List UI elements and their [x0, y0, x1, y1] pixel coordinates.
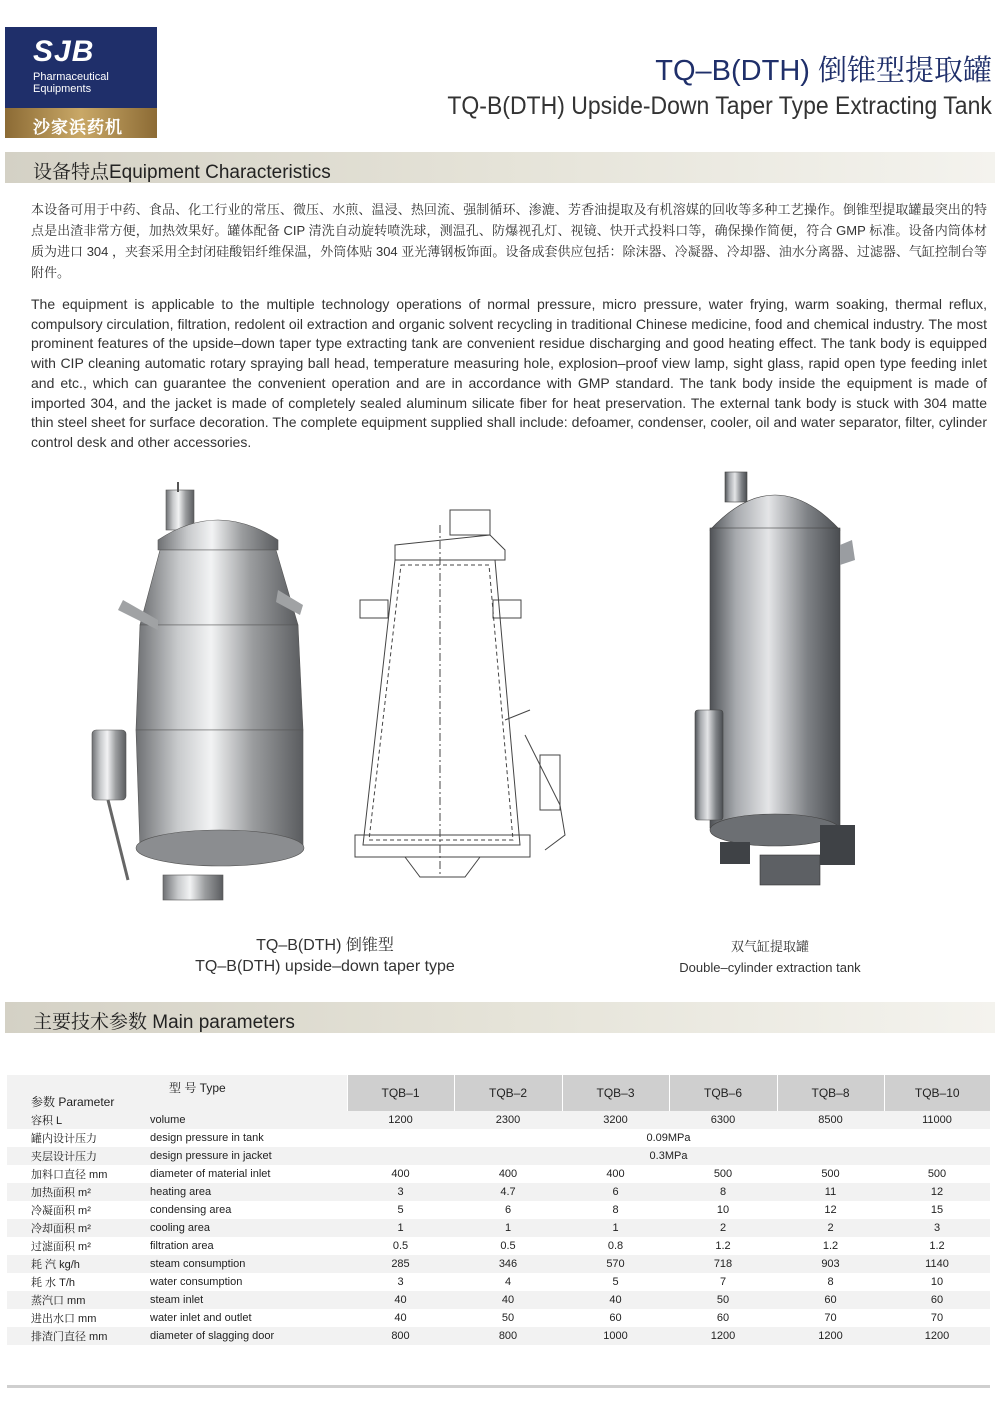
- caption-double-cylinder: [640, 936, 900, 978]
- row-label-en: steam inlet: [147, 1291, 347, 1309]
- row-value: 8500: [777, 1111, 884, 1129]
- row-value: 2300: [454, 1111, 562, 1129]
- row-value-merged: 0.09MPa: [646, 1132, 691, 1144]
- row-value: 60: [609, 1312, 622, 1324]
- row-value: 718: [669, 1255, 777, 1273]
- row-label-cn: 冷凝面积 m²: [31, 1205, 91, 1217]
- row-label-en: design pressure in tank: [150, 1132, 264, 1144]
- caption-taper-type: [150, 935, 500, 977]
- row-value: 6: [562, 1183, 669, 1201]
- row-value: 10: [930, 1276, 944, 1288]
- row-label-en: cooling area: [147, 1219, 347, 1237]
- row-value: 400: [391, 1168, 410, 1180]
- row-value: 3: [884, 1219, 990, 1237]
- row-value-merged: 0.3MPa: [347, 1147, 990, 1165]
- row-value: 1140: [884, 1255, 990, 1273]
- logo-sub1: Pharmaceutical: [33, 71, 109, 83]
- table-row: [7, 1273, 990, 1291]
- row-value: 11000: [884, 1111, 990, 1129]
- table-header-parameter: 参数 Parameter: [31, 1095, 115, 1109]
- row-label-en: diameter of slagging door: [147, 1327, 347, 1345]
- row-value: 40: [454, 1291, 562, 1309]
- row-value: 1.2: [715, 1240, 731, 1252]
- table-row: [7, 1327, 990, 1345]
- row-value: 5: [397, 1204, 404, 1216]
- row-value: 70: [824, 1312, 837, 1324]
- double-cylinder-tank-photo: [690, 470, 865, 910]
- row-value: 570: [562, 1255, 669, 1273]
- table-row: [7, 1201, 990, 1219]
- row-value: 1: [454, 1219, 562, 1237]
- row-value: 800: [454, 1327, 562, 1345]
- section-characteristics-title: 设备特点Equipment Characteristics: [33, 162, 331, 183]
- caption-taper-type-en: TQ–B(DTH) upside–down taper type: [195, 958, 455, 975]
- row-label-en: water inlet and outlet: [150, 1312, 252, 1324]
- row-label-en: volume: [147, 1111, 347, 1129]
- row-label-cn: 耗 汽 kg/h: [7, 1255, 147, 1273]
- row-value: 5: [612, 1276, 619, 1288]
- row-label-cn: 夹层设计压力: [7, 1147, 147, 1165]
- table-row: [7, 1309, 990, 1327]
- row-label-cn: 容积 L: [7, 1111, 147, 1129]
- row-value: 2: [669, 1219, 777, 1237]
- table-header-model: TQB–1: [347, 1075, 454, 1111]
- sjb-logo: [5, 27, 157, 138]
- row-value: 6: [504, 1204, 512, 1216]
- row-label-cn: 罐内设计压力: [31, 1133, 97, 1145]
- row-value: 4: [504, 1276, 512, 1288]
- table-row: [7, 1237, 990, 1255]
- row-value: 0.8: [607, 1240, 624, 1252]
- table-header-model: TQB–3: [562, 1075, 669, 1111]
- row-label-cn: 耗 水 T/h: [31, 1277, 76, 1289]
- caption-double-cylinder-cn: 双气缸提取罐: [730, 939, 809, 954]
- row-label-en: design pressure in jacket: [147, 1147, 347, 1165]
- row-value: 60: [884, 1291, 990, 1309]
- row-value: 12: [884, 1183, 990, 1201]
- row-value: 0.5: [392, 1240, 409, 1252]
- table-row: [7, 1183, 990, 1201]
- row-value: 0.5: [500, 1240, 516, 1252]
- page-title-en: TQ-B(DTH) Upside-Down Taper Type Extracting Tank: [447, 92, 992, 120]
- row-value: 11: [777, 1183, 884, 1201]
- row-value: 40: [562, 1291, 669, 1309]
- row-value: 1: [347, 1219, 454, 1237]
- row-label-en: heating area: [147, 1183, 347, 1201]
- row-value: 40: [394, 1312, 407, 1324]
- row-value: 60: [716, 1312, 730, 1324]
- row-value: 1000: [562, 1327, 669, 1345]
- table-header-label: [7, 1075, 347, 1111]
- description-en: The equipment is applicable to the multiple technology operations of normal pressure, micro pressure, water frying, warm soaking, thermal reflux, compulsory circulation, filtration, redolent oil extraction and organic solvent recycling in traditional Chinese medicine, food and chemical industry. The most prominent features of the upside–down taper type extracting tank are convenient residue discharging and good heating effect. The tank body is equipped with CIP cleaning automatic rotary spraying ball head, temperature measuring hole, explosion–proof view lamp, sight glass, rapid open type feeding inlet and etc., which can guarantee the convenient operation and are in accordance with GMP standard. The tank body inside the equipment is made of imported 304, and the jacket is made of completely sealed aluminum silicate fiber for heat preservation. The external tank body is stuck with 304 matte thin steel sheet for surface decoration. The complete equipment supplied shall include: defoamer, condenser, cooler, oil and water separator, filter, cylinder control desk and other accessories.: [31, 296, 987, 450]
- row-value: 4.7: [454, 1183, 562, 1201]
- row-value: 800: [347, 1327, 454, 1345]
- taper-tank-drawing: [345, 505, 575, 885]
- row-value: 8: [612, 1204, 619, 1216]
- row-value: 500: [821, 1168, 840, 1180]
- row-label-en: steam consumption: [147, 1255, 347, 1273]
- table-row: [7, 1147, 990, 1165]
- row-label-cn: 进出水口 mm: [31, 1313, 97, 1325]
- table-row: [7, 1255, 990, 1273]
- logo-sub2: Equipments: [33, 83, 92, 95]
- row-value: 10: [716, 1204, 730, 1216]
- row-value: 7: [719, 1276, 727, 1288]
- row-label-cn: 排渣门直径 mm: [7, 1327, 147, 1345]
- section-characteristics-bar: [5, 152, 995, 183]
- row-label-cn: 蒸汽口 mm: [7, 1291, 147, 1309]
- row-value: 500: [927, 1168, 947, 1180]
- row-value: 1200: [669, 1327, 777, 1345]
- section-parameters-bar: [5, 1002, 995, 1033]
- row-label-cn: 过滤面积 m²: [31, 1241, 91, 1253]
- table-header-model: TQB–2: [454, 1075, 562, 1111]
- row-value: 40: [347, 1291, 454, 1309]
- table-row: [7, 1111, 990, 1129]
- row-value: 903: [777, 1255, 884, 1273]
- row-label-en: diameter of material inlet: [150, 1168, 271, 1180]
- logo-brand: SJB: [33, 35, 95, 68]
- table-row: [7, 1129, 990, 1147]
- row-value: 1.2: [822, 1240, 839, 1252]
- row-value: 60: [777, 1291, 884, 1309]
- table-header-model: TQB–10: [884, 1075, 990, 1111]
- row-label-en: water consumption: [150, 1276, 243, 1288]
- row-value: 1.2: [929, 1240, 945, 1252]
- row-value: 500: [713, 1168, 733, 1180]
- row-value: 70: [930, 1312, 944, 1324]
- row-value: 3200: [562, 1111, 669, 1129]
- row-value: 15: [930, 1204, 944, 1216]
- row-value: 3: [397, 1276, 404, 1288]
- parameters-table: [7, 1075, 990, 1345]
- table-header-model: TQB–8: [777, 1075, 884, 1111]
- row-value: 285: [347, 1255, 454, 1273]
- page-title-cn: TQ–B(DTH) 倒锥型提取罐: [655, 55, 992, 87]
- row-value: 2: [777, 1219, 884, 1237]
- row-value: 400: [498, 1168, 518, 1180]
- table-header-type: 型 号 Type: [169, 1081, 226, 1095]
- caption-double-cylinder-en: Double–cylinder extraction tank: [679, 960, 861, 975]
- row-value: 50: [669, 1291, 777, 1309]
- table-row: [7, 1291, 990, 1309]
- row-value: 8: [827, 1276, 834, 1288]
- table-header-row: [7, 1075, 990, 1111]
- description-cn: 本设备可用于中药、食品、化工行业的常压、微压、水煎、温浸、热回流、强制循环、渗漉、芳香油提取及有机溶媒的回收等多种工艺操作。倒锥型提取罐最突出的特点是出渣非常方便，加热效果好。罐体配备 CIP 清洗自动旋转喷洗球，测温孔、防爆视孔灯、视镜、快开式投料口等，确保操作简便，符合 GMP 标准。设备内筒体材质为进口 304 ，夹套采用全封闭硅酸铝纤维保温，外筒体贴 304 亚光薄钢板饰面。设备成套供应包括：除沫器、冷凝器、冷却器、油水分离器、过滤器、气缸控制台等附件。: [31, 202, 987, 280]
- row-value: 1200: [347, 1111, 454, 1129]
- row-value: 50: [501, 1312, 515, 1324]
- row-value: 1: [562, 1219, 669, 1237]
- row-value: 12: [824, 1204, 837, 1216]
- logo-band: [5, 108, 157, 138]
- row-value: 400: [606, 1168, 625, 1180]
- row-label-en: condensing area: [150, 1204, 232, 1216]
- row-label-cn: 冷却面积 m²: [7, 1219, 147, 1237]
- caption-taper-type-cn: TQ–B(DTH) 倒锥型: [256, 937, 394, 954]
- row-value: 8: [669, 1183, 777, 1201]
- row-value: 1200: [777, 1327, 884, 1345]
- section-parameters-title: 主要技术参数 Main parameters: [33, 1012, 295, 1033]
- table-body: [7, 1111, 990, 1345]
- table-row: [7, 1165, 990, 1183]
- table-footer-rule: [7, 1385, 990, 1388]
- table-row: [7, 1219, 990, 1237]
- row-label-cn: 加热面积 m²: [7, 1183, 147, 1201]
- row-label-en: filtration area: [150, 1240, 214, 1252]
- logo-cn: 沙家浜药机: [33, 118, 123, 137]
- row-value: 6300: [669, 1111, 777, 1129]
- row-label-cn: 加料口直径 mm: [31, 1169, 108, 1181]
- taper-tank-photo: [88, 480, 313, 910]
- row-value: 1200: [884, 1327, 990, 1345]
- row-value: 346: [454, 1255, 562, 1273]
- row-value: 3: [347, 1183, 454, 1201]
- table-header-model: TQB–6: [669, 1075, 777, 1111]
